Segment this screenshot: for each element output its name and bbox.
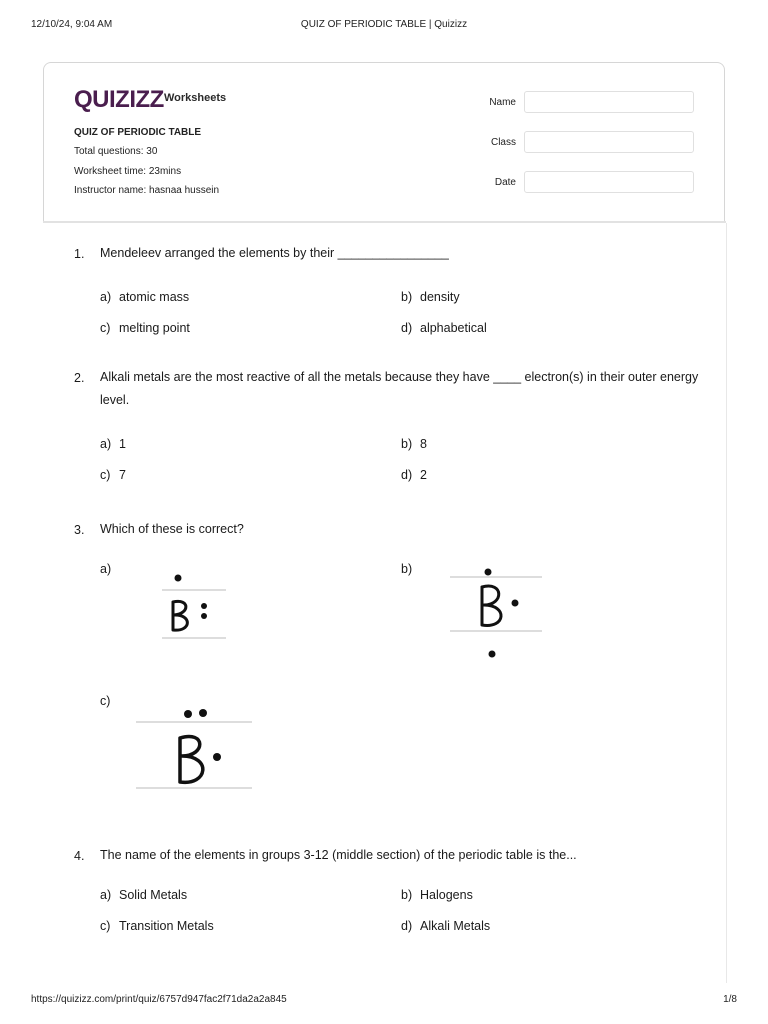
question-number: 4. [74,849,85,863]
name-field[interactable] [524,91,694,113]
question-number: 1. [74,247,85,261]
quizizz-logo: QUIZIZZ [74,86,164,113]
option-letter: c) [100,321,111,335]
option-d[interactable] [401,321,487,335]
total-questions: Total questions: 30 [74,146,158,157]
option-c[interactable] [100,468,126,482]
quiz-title: QUIZ OF PERIODIC TABLE [74,127,202,138]
option-d[interactable] [401,919,490,933]
option-text: 1 [119,437,126,451]
question-text: Which of these is correct? [100,522,244,536]
option-text: Transition Metals [119,919,214,933]
option-c[interactable] [100,919,214,933]
option-letter: a) [100,562,112,576]
option-text: atomic mass [119,290,190,304]
option-b[interactable] [401,888,473,902]
option-text: 8 [420,437,427,451]
option-text: Halogens [420,888,473,902]
header-divider [43,221,726,223]
option-text: melting point [119,321,190,335]
option-a[interactable] [100,290,189,304]
name-label: Name [489,97,516,108]
option-d[interactable] [401,468,427,482]
lewis-dot-sketch-c [134,702,254,797]
option-letter: b) [401,290,413,304]
option-letter: a) [100,888,112,902]
class-field[interactable] [524,131,694,153]
question-number: 2. [74,371,85,385]
option-text: 7 [119,468,126,482]
option-letter: b) [401,888,413,902]
option-letter: b) [401,562,413,576]
option-c[interactable] [100,321,190,335]
class-label: Class [490,137,516,148]
date-label: Date [494,177,516,188]
worksheets-label: Worksheets [164,92,227,104]
print-datetime: 12/10/24, 9:04 AM [31,19,113,30]
print-footer [31,994,737,1008]
option-letter: c) [100,919,111,933]
option-letter: c) [100,694,111,708]
option-a[interactable] [100,562,119,576]
page-number: 1/8 [723,994,737,1005]
option-letter: d) [401,321,413,335]
option-text: density [420,290,460,304]
card-border [726,223,727,983]
print-url[interactable]: https://quizizz.com/print/quiz/6757d947fac2f71da2a2a845 [31,994,287,1005]
option-letter: a) [100,437,112,451]
worksheet-time: Worksheet time: 23mins [74,165,182,177]
option-text: Alkali Metals [420,919,491,933]
option-letter: c) [100,468,111,482]
quiz-info [74,127,219,205]
question-text: Alkali metals are the most reactive of all the metals because they have ____ electron(s) in their outer energy level. [100,370,699,407]
option-letter: a) [100,290,112,304]
option-b[interactable] [401,290,460,304]
print-title: QUIZ OF PERIODIC TABLE | Quizizz [300,19,468,30]
option-letter: d) [401,468,413,482]
option-text: 2 [420,468,427,482]
lewis-dot-sketch-a [160,568,230,646]
option-letter: d) [401,919,413,933]
lewis-dot-sketch-b [446,565,546,665]
instructor-name: Instructor name: hasnaa hussein [74,185,220,196]
option-a[interactable] [100,888,187,902]
option-b[interactable] [401,437,427,451]
option-text: Solid Metals [119,888,188,902]
question-number: 3. [74,523,85,537]
print-header [31,19,737,33]
question-text: Mendeleev arranged the elements by their ________________ [100,246,449,260]
question-text: The name of the elements in groups 3-12 (middle section) of the periodic table is the... [100,848,577,862]
date-field[interactable] [524,171,694,193]
option-c[interactable] [100,694,119,708]
option-letter: b) [401,437,413,451]
option-a[interactable] [100,437,126,451]
option-text: alphabetical [420,321,487,335]
option-b[interactable] [401,562,420,576]
